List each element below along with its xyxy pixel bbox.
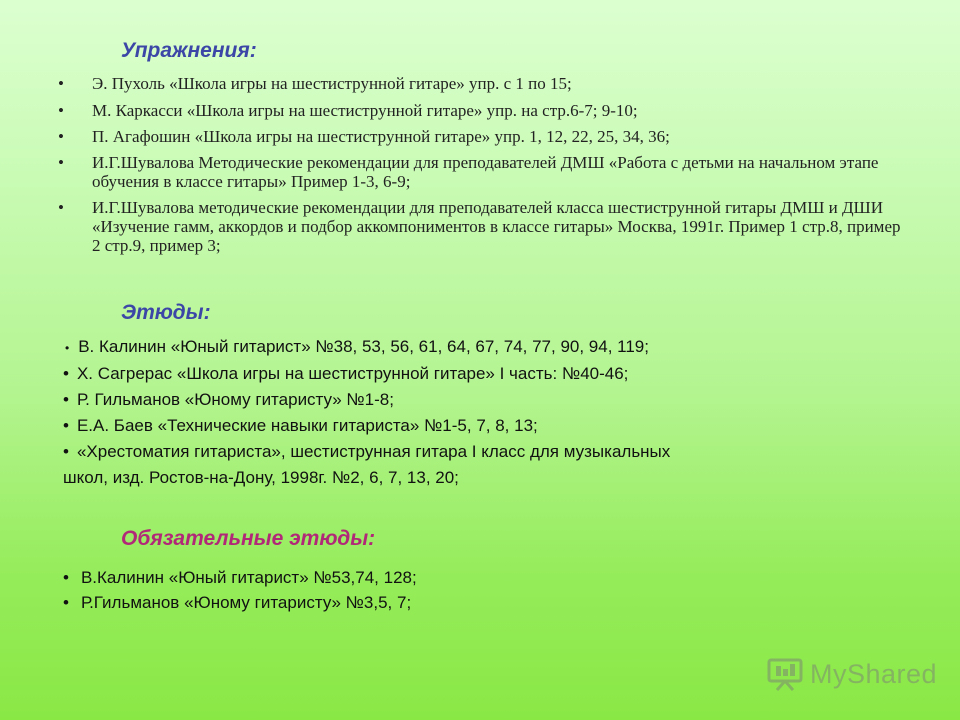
list-item-continuation: [63, 465, 943, 491]
list-item: [63, 361, 943, 387]
list-item-text: «Хрестоматия гитариста», шестиструнная гитара I класс для музыкальных: [76, 442, 671, 461]
list-item: • И.Г.Шувалова методические рекомендации для преподавателей класса шестиструнной гитары ДМШ и ДШИ «Изучение гамм, аккордов и подбор аккомпониментов в классе гитары» Москва, 1991г. Пример 1 стр.8, пример 2 стр.9, пример 3;: [58, 198, 908, 255]
list-item-text: Р. Гильманов «Юному гитаристу» №1-8;: [76, 390, 394, 409]
list-item: • И.Г.Шувалова Методические рекомендации для преподавателей ДМШ «Работа с детьми на начальном этапе обучения в классе гитары» Пример 1-3, 6-9;: [58, 153, 908, 191]
required-etudes-heading: Обязательные этюды:: [121, 527, 376, 550]
list-item: • Э. Пухоль «Школа игры на шестиструнной гитаре» упр. с 1 по 15;: [58, 74, 908, 93]
bullet-icon: •: [63, 390, 69, 409]
list-item: • М. Каркасси «Школа игры на шестиструнной гитаре» упр. на стр.6-7; 9-10;: [58, 101, 908, 120]
list-item-text: Е.А. Баев «Технические навыки гитариста» №1-5, 7, 8, 13;: [76, 416, 538, 435]
watermark-logo: [766, 656, 937, 692]
required-etudes-list: [63, 565, 663, 615]
list-item-text: В.Калинин «Юный гитарист» №53,74, 128;: [80, 568, 417, 587]
list-item: • П. Агафошин «Школа игры на шестиструнной гитаре» упр. 1, 12, 22, 25, 34, 36;: [58, 127, 908, 146]
bullet-icon: •: [63, 364, 69, 383]
list-item-text: Х. Сагрерас «Школа игры на шестиструнной гитаре» I часть: №40-46;: [76, 364, 629, 383]
watermark-text: MyShared: [810, 658, 938, 689]
etudes-heading: Этюды:: [121, 301, 211, 324]
bullet-icon: •: [63, 568, 69, 587]
presentation-board-icon: [766, 657, 804, 691]
bullet-icon: •: [63, 416, 69, 435]
bullet-icon: •: [63, 593, 69, 612]
exercises-list: [58, 74, 908, 255]
bullet-icon: •: [63, 442, 69, 461]
list-item: [63, 413, 943, 439]
list-item-text: В. Калинин «Юный гитарист» №38, 53, 56, 61, 64, 67, 74, 77, 90, 94, 119;: [78, 337, 649, 356]
list-item: [63, 590, 663, 615]
bullet-icon: •: [65, 341, 70, 355]
list-item: [63, 565, 663, 590]
list-item: [63, 439, 943, 465]
list-item-text: школ, изд. Ростов-на-Дону, 1998г. №2, 6, 7, 13, 20;: [63, 468, 459, 487]
list-item-text: Р.Гильманов «Юному гитаристу» №3,5, 7;: [80, 593, 412, 612]
list-item: [63, 334, 943, 361]
exercises-heading: Упражнения:: [121, 39, 257, 62]
etudes-list: [63, 334, 943, 491]
list-item: [63, 387, 943, 413]
